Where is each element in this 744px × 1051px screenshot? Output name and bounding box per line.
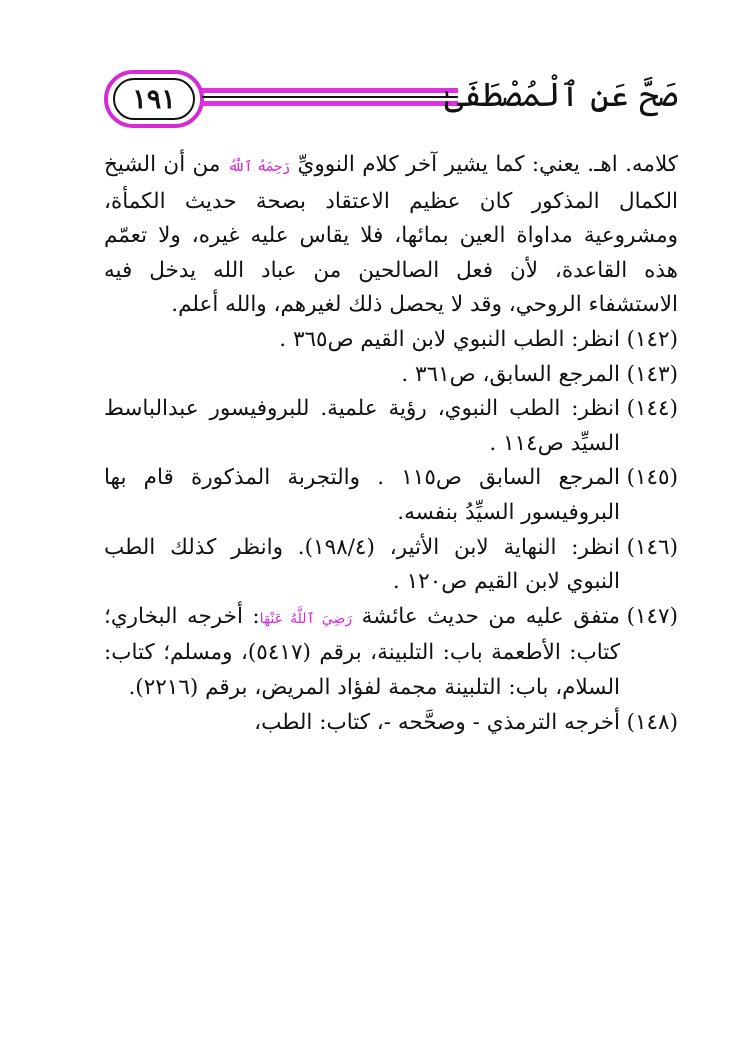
footnote-text-end: : أخرجه البخاري؛ كتاب: الأطعمة باب: التلبينة، برقم (٥٤١٧)، ومسلم؛ كتاب: السلام، باب: التلبينة مجمة لفؤاد المريض، برقم (٢٢١٦). bbox=[104, 603, 620, 700]
footnote-text: انظر: النهاية لابن الأثير، (١٩٨/٤). وانظر كذلك الطب النبوي لابن القيم ص١٢٠ . bbox=[104, 534, 620, 595]
footnote-number: (١٤٥) bbox=[626, 465, 678, 491]
page-number: ١٩١ bbox=[113, 78, 195, 120]
intro-paragraph bbox=[104, 148, 678, 323]
footnote-number: (١٤٦) bbox=[626, 534, 678, 560]
honorific-glyph: رَضِيَ ٱللَّهُ عَنْهَا bbox=[259, 610, 353, 627]
footnote-145 bbox=[104, 461, 678, 530]
footnote-147 bbox=[104, 600, 678, 706]
footnote-text: انظر: الطب النبوي لابن القيم ص٣٦٥ . bbox=[279, 326, 620, 352]
footnote-number: (١٤٨) bbox=[626, 709, 678, 735]
footnote-142 bbox=[104, 323, 678, 358]
page-body bbox=[104, 148, 678, 740]
page-number-badge bbox=[104, 70, 204, 128]
footnote-148 bbox=[104, 706, 678, 741]
footnote-text: انظر: الطب النبوي، رؤية علمية. للبروفيسور عبدالباسط السيِّد ص١١٤ . bbox=[104, 396, 620, 456]
intro-text-end: من أن الشيخ الكمال المذكور كان عظيم الاعتقاد بصحة حديث الكمأة، ومشروعية مداواة العين بمائها، فلا يقاس عليه غيره، ولا تعمّم هذه القاعدة، لأن فعل الصالحين من عباد الله يدخل فيه الاستشفاء الروحي، وقد لا يحصل ذلك لغيرهم، والله أعلم. bbox=[104, 152, 678, 318]
footnote-text: المرجع السابق، ص٣٦١ . bbox=[401, 361, 620, 387]
footnote-number: (١٤٣) bbox=[626, 361, 678, 387]
header-rule-bottom bbox=[202, 101, 458, 106]
footnote-number: (١٤٧) bbox=[626, 603, 678, 629]
header-rule-top bbox=[202, 88, 458, 93]
footnote-number: (١٤٤) bbox=[626, 396, 678, 422]
footnote-text: أخرجه الترمذي - وصحَّحه -، كتاب: الطب، bbox=[254, 709, 620, 735]
footnote-text bbox=[104, 600, 620, 706]
honorific-glyph: رَحِمَهُ ٱللَّهُ bbox=[227, 159, 291, 175]
footnote-143 bbox=[104, 358, 678, 393]
footnote-number: (١٤٢) bbox=[626, 326, 678, 352]
book-title: صَحَّ عَنِ ٱلْمُصْطَفَىٰ bbox=[444, 75, 678, 114]
intro-text-start: كلامه. اهـ. يعني: كما يشير آخر كلام النوويِّ bbox=[290, 152, 679, 177]
page-header bbox=[104, 70, 678, 132]
footnote-146 bbox=[104, 531, 678, 600]
footnote-text: المرجع السابق ص١١٥ . والتجربة المذكورة قام بها البروفيسور السيِّدُ بنفسه. bbox=[104, 465, 620, 525]
header-rule-middle bbox=[202, 96, 458, 98]
footnote-text-start: متفق عليه من حديث عائشة bbox=[352, 603, 620, 629]
footnote-144 bbox=[104, 392, 678, 461]
